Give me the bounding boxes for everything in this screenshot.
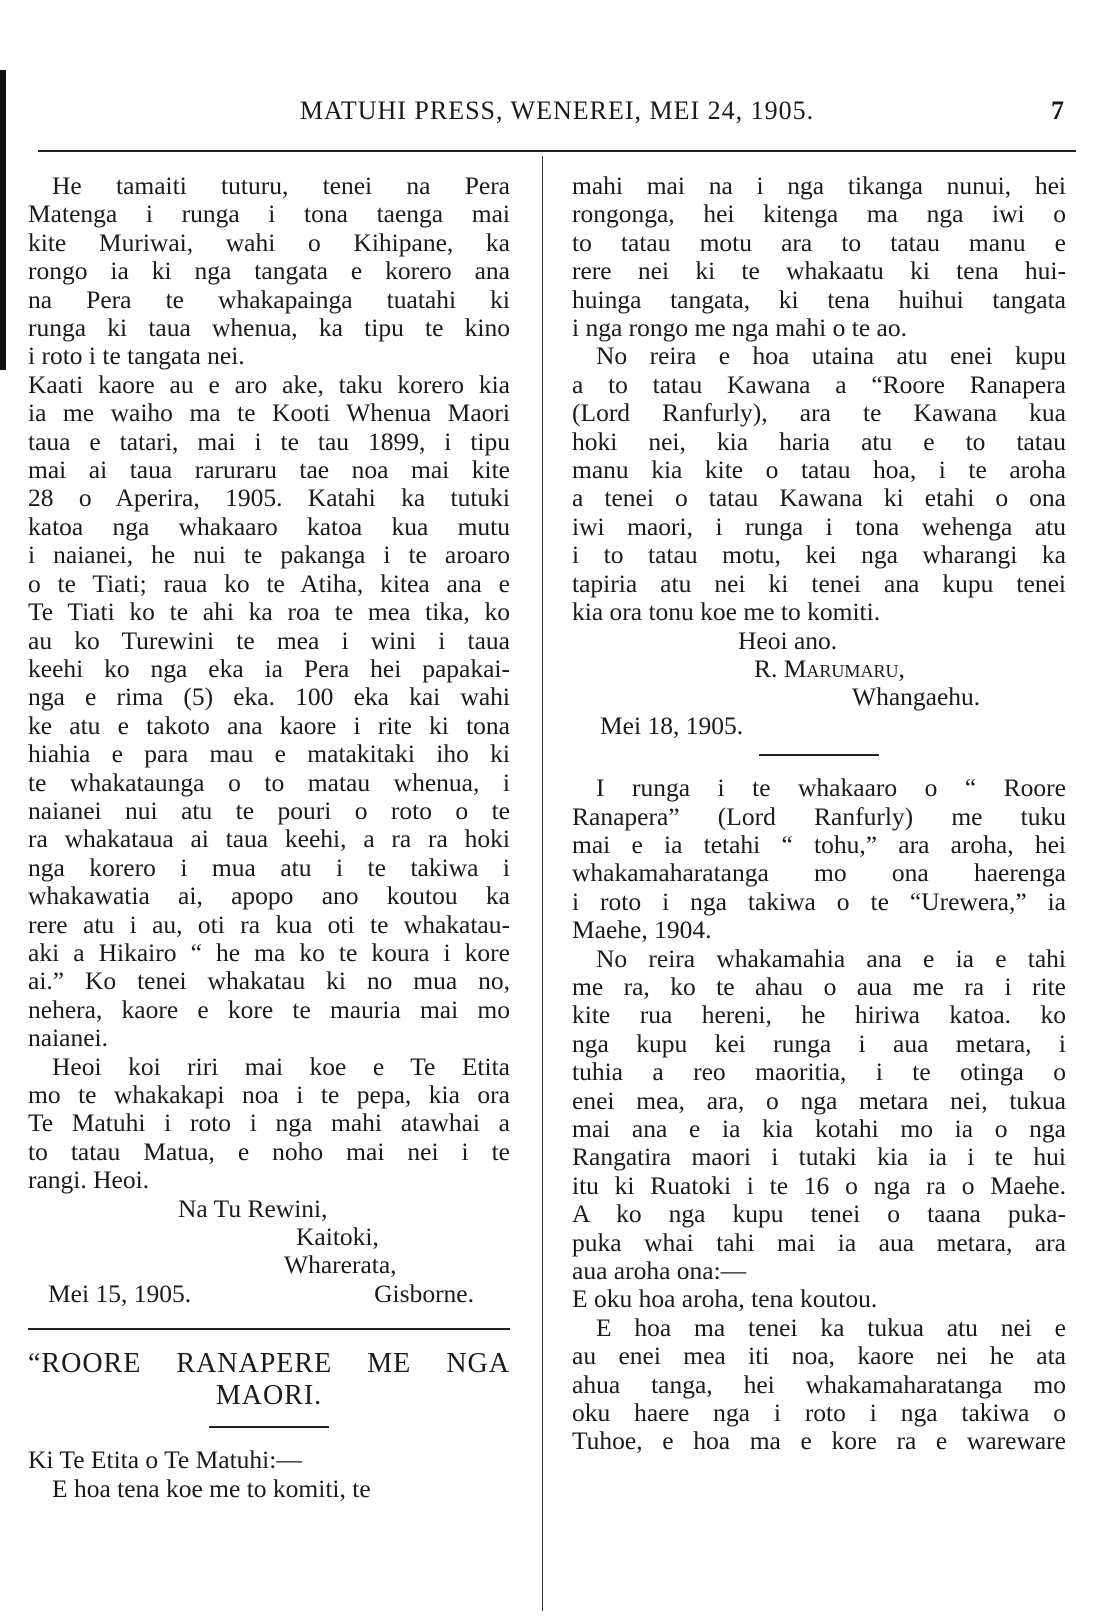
text-line: Heoi koi riri mai koe e Te Etita <box>52 1051 510 1081</box>
text-line: ke atu e takoto ana kaore i rite ki tona <box>28 710 510 740</box>
text-line: Tuhoe, e hoa ma e kore ra e wareware <box>572 1426 1066 1456</box>
text-line: to tatau motu ara to tatau manu e <box>572 227 1066 257</box>
text-line: nga korero i mua atu i te takiwa i <box>28 852 510 882</box>
text-line: katoa nga whakaaro katoa kua mutu <box>28 511 510 541</box>
text-line: tuhia a reo maoritia, i te otinga o <box>572 1057 1066 1087</box>
text-line: E hoa ma tenei ka tukua atu nei e <box>596 1312 1066 1342</box>
text-line: rere atu i au, oti ra kua oti te whakatau- <box>28 909 510 939</box>
text-line: taua e tatari, mai i te tau 1899, i tipu <box>28 426 510 456</box>
text-line: I runga i te whakaaro o “ Roore <box>596 773 1066 803</box>
text-line: nehera, kaore e kore te mauria mai mo <box>28 994 510 1024</box>
left-column <box>28 172 510 1503</box>
section-rule <box>28 1328 510 1330</box>
text-line: au enei mea iti noa, kaore nei he ata <box>572 1341 1066 1371</box>
text-line: aki a Hikairo “ he ma ko te koura i kore <box>28 937 510 967</box>
signature-name <box>28 1195 510 1223</box>
text-line: iwi maori, i runga i tona wehenga atu <box>572 511 1066 541</box>
text-line: (Lord Ranfurly), ara te Kawana kua <box>572 398 1066 428</box>
right-paragraph-2 <box>572 342 1066 626</box>
text-line: ai.” Ko tenei whakatau ki no mua no, <box>28 966 510 996</box>
text-line: Ranapera” (Lord Ranfurly) me tuku <box>572 801 1066 831</box>
text-line: puka whai tahi mai ia aua metara, ara <box>572 1227 1066 1257</box>
heading-word-3: ME <box>367 1348 412 1380</box>
article-heading-line-1 <box>28 1348 510 1380</box>
signature-closing: Heoi ano. <box>738 625 838 655</box>
masthead-title: MATUHI PRESS, WENEREI, MEI 24, 1905. <box>299 96 815 125</box>
salutation: Ki Te Etita o Te Matuhi:— <box>28 1445 302 1475</box>
text-line: Matenga i runga i tona taenga mai <box>28 199 510 229</box>
text-line: hoki nei, kia haria atu e to tatau <box>572 426 1066 456</box>
page-header <box>40 96 1074 140</box>
text-line: kite rua hereni, he hiriwa katoa. ko <box>572 1000 1066 1030</box>
text-line: rongonga, hei kitenga ma nga iwi o <box>572 199 1066 229</box>
right-paragraph-3 <box>572 774 1066 944</box>
text-line: o te Tiati; raua ko te Atiha, kitea ana e <box>28 568 510 598</box>
text-line: ahua tanga, hei whakamaharatanga mo <box>572 1369 1066 1399</box>
header-rule <box>38 150 1076 152</box>
text-line: No reira whakamahia ana e ia e tahi <box>596 943 1066 973</box>
text-line: Te Matuhi i roto i nga mahi atawhai a <box>28 1108 510 1138</box>
text-line: No reira e hoa utaina atu enei kupu <box>596 341 1066 371</box>
text-line: A ko nga kupu tenei o taana puka- <box>572 1199 1066 1229</box>
signature-name-text: Na Tu Rewini, <box>178 1193 328 1223</box>
heading-word-2: RANAPERE <box>176 1348 333 1380</box>
text-line: He tamaiti tuturu, tenei na Pera <box>52 171 510 200</box>
signature-dateline <box>28 1280 510 1308</box>
left-paragraph-1 <box>28 172 510 1053</box>
text-line: whakamaharatanga mo ona haerenga <box>572 858 1066 888</box>
text-line: Maehe, 1904. <box>572 915 712 945</box>
heading-word-1: “ROORE <box>28 1348 142 1380</box>
article-heading <box>28 1348 510 1412</box>
text-line: oku haere nga i roto i nga takiwa o <box>572 1398 1066 1428</box>
letter-date-right: Mei 18, 1905. <box>600 710 744 740</box>
text-line: whakawatia ai, apopo ano koutou ka <box>28 881 510 911</box>
text-line: rongo ia ki nga tangata e korero ana <box>28 256 510 286</box>
text-line: 28 o Aperira, 1905. Katahi ka tutuki <box>28 483 510 513</box>
text-line: nga e rima (5) eka. 100 eka kai wahi <box>28 682 510 712</box>
text-line: i roto i te tangata nei. <box>28 341 245 371</box>
text-line: Kaati kaore au e aro ake, taku korero kia <box>28 369 510 399</box>
text-line: naianei nui atu te pouri o roto o te <box>28 795 510 825</box>
text-line: rangi. Heoi. <box>28 1165 150 1195</box>
signature-place-2: Wharerata, <box>284 1250 397 1280</box>
text-line: a tenei o tatau Kawana ki etahi o ona <box>572 483 1066 513</box>
text-line: kite Muriwai, wahi o Kihipane, ka <box>28 227 510 257</box>
right-paragraph-1 <box>572 172 1066 342</box>
text-line: tapiria atu nei ki tenei ana kupu tenei <box>572 568 1066 598</box>
right-paragraph-5 <box>572 1314 1066 1456</box>
column-divider <box>542 156 543 1611</box>
text-line: hiahia e para mau e matakitaki iho ki <box>28 739 510 769</box>
article-heading-line-2: MAORI. <box>215 1380 323 1412</box>
text-line: te whakataunga o to matau whenua, i <box>28 767 510 797</box>
signature-name-right: R. Marumaru, <box>754 653 905 683</box>
text-line: i roto i nga takiwa o te “Urewera,” ia <box>572 886 1066 916</box>
text-line: manu kia kite o tatau hoa, i te aroha <box>572 455 1066 485</box>
text-line: naianei. <box>28 1023 108 1053</box>
text-line: runga ki taua whenua, ka tipu te kino <box>28 313 510 343</box>
text-line: au ko Turewini te mea i wini i taua <box>28 625 510 655</box>
text-line: aua aroha ona:— <box>572 1256 747 1286</box>
text-line: nga kupu kei runga i aua metara, i <box>572 1028 1066 1058</box>
text-line: mai ai taua raruraru tae noa mai kite <box>28 455 510 485</box>
opening-line: E hoa tena koe me to komiti, te <box>52 1473 371 1503</box>
text-line: rere nei ki te whakaatu ki tena hui- <box>572 256 1066 286</box>
text-line: mahi mai na i nga tikanga nunui, hei <box>572 171 1066 200</box>
text-line: ra whakataua ai taua keehi, a ra ra hoki <box>28 824 510 854</box>
signature-place-1: Kaitoki, <box>296 1222 379 1252</box>
text-line: me ra, ko te ahau o aua me ra i rite <box>572 971 1066 1001</box>
text-line: mo te whakakapi noa i te pepa, kia ora <box>28 1080 510 1109</box>
text-line: Rangatira maori i tutaki kia ia i te hui <box>572 1142 1066 1172</box>
right-column <box>572 172 1066 1456</box>
text-line: ia me waiho ma te Kooti Whenua Maori <box>28 398 510 428</box>
signature-place-3: Gisborne. <box>374 1278 474 1308</box>
text-line: huinga tangata, ki tena huihui tangata <box>572 284 1066 314</box>
signature-place-right: Whangaehu. <box>852 682 981 712</box>
text-line: na Pera te whakapainga tuatahi ki <box>28 284 510 314</box>
page-number: 7 <box>1051 96 1064 125</box>
letter-greeting: E oku hoa aroha, tena koutou. <box>572 1284 878 1314</box>
text-line: enei mea, ara, o nga metara nei, tukua <box>572 1085 1066 1115</box>
text-line: i nga rongo me nga mahi o te ao. <box>572 313 907 343</box>
heading-rule <box>209 1426 329 1428</box>
letter-date: Mei 15, 1905. <box>48 1278 192 1308</box>
text-line: a to tatau Kawana a “Roore Ranapera <box>572 369 1066 399</box>
text-line: i naianei, he nui te pakanga i te aroaro <box>28 540 510 570</box>
text-line: i to tatau motu, kei nga wharangi ka <box>572 540 1066 570</box>
text-line: mai e ia tetahi “ tohu,” ara aroha, hei <box>572 829 1066 859</box>
text-line: keehi ko nga eka ia Pera hei papakai- <box>28 653 510 683</box>
text-line: mai ana e ia kia kotahi mo ia o nga <box>572 1114 1066 1143</box>
heading-word-4: NGA <box>446 1348 510 1380</box>
right-paragraph-4 <box>572 945 1066 1286</box>
text-line: to tatau Matua, e noho mai nei i te <box>28 1136 510 1166</box>
page-binding-edge <box>0 70 6 370</box>
text-line: kia ora tonu koe me to komiti. <box>572 597 881 627</box>
text-line: itu ki Ruatoki i te 16 o nga ra o Maehe. <box>572 1170 1066 1200</box>
section-rule-right <box>759 754 879 756</box>
text-line: Te Tiati ko te ahi ka roa te mea tika, ko <box>28 597 510 627</box>
left-paragraph-2 <box>28 1053 510 1195</box>
